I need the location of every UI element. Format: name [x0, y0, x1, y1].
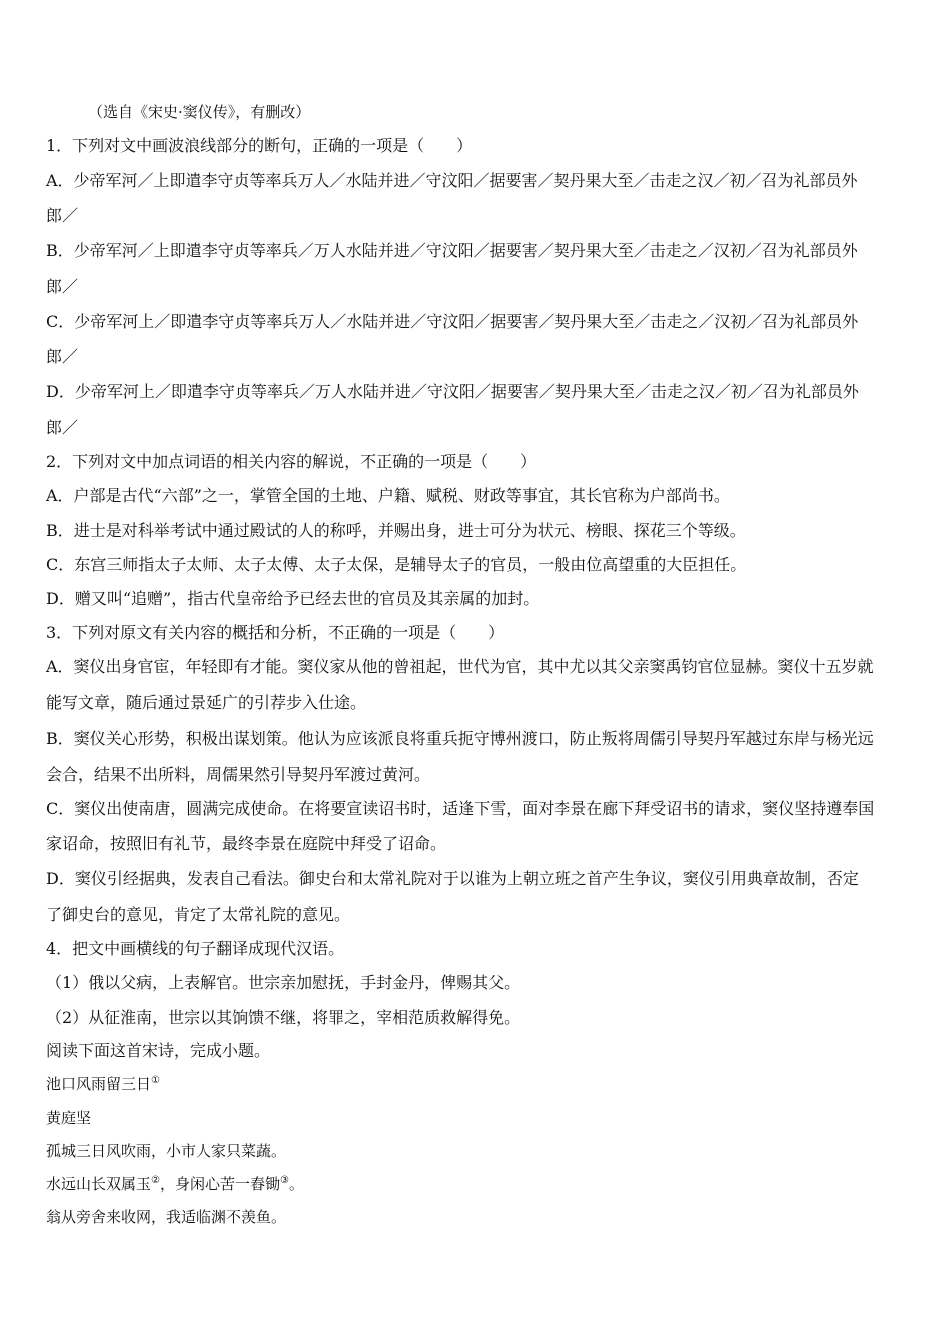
q3-option-b-cont: 会合，结果不出所料，周儒果然引导契丹军渡过黄河。 — [46, 765, 431, 784]
q4-stem: 4．把文中画横线的句子翻译成现代汉语。 — [46, 939, 345, 958]
source-note: （选自《宋史·窦仪传》，有删改） — [88, 103, 311, 121]
q4-item-2: （2）从征淮南，世宗以其饷馈不继，将罪之，宰相范质救解得免。 — [46, 1008, 521, 1027]
q3-stem: 3．下列对原文有关内容的概括和分析，不正确的一项是（ ） — [46, 623, 505, 642]
poem-line-2 — [46, 1174, 304, 1194]
poem-line-2-part-b: ，身闲心苦一舂锄 — [159, 1175, 280, 1193]
q2-option-b: B．进士是对科举考试中通过殿试的人的称呼，并赐出身，进士可分为状元、榜眼、探花三个等级。 — [46, 521, 746, 540]
q2-stem: 2．下列对文中加点词语的相关内容的解说，不正确的一项是（ ） — [46, 452, 537, 471]
q3-option-b: B．窦仪关心形势，积极出谋划策。他认为应该派良将重兵扼守博州渡口，防止叛将周儒引导契丹军越过东岸与杨光远 — [46, 729, 874, 748]
q1-option-a-cont: 郎／ — [46, 206, 79, 225]
poem-line-2-part-a: 水远山长双属玉 — [46, 1175, 152, 1193]
poem-line-2-part-c: 。 — [288, 1175, 304, 1193]
footnote-marker: ① — [151, 1075, 160, 1086]
q2-option-d: D．赠又叫“追赠”，指古代皇帝给予已经去世的官员及其亲属的加封。 — [46, 589, 540, 608]
q3-option-a-cont: 能写文章，随后通过景延广的引荐步入仕途。 — [46, 693, 367, 712]
footnote-marker: ② — [151, 1175, 160, 1186]
q3-option-a: A．窦仪出身官宦，年轻即有才能。窦仪家从他的曾祖起，世代为官，其中尤以其父亲窦禹钧官位显赫。窦仪十五岁就 — [46, 657, 874, 676]
q4-item-1: （1）俄以父病，上表解官。世宗亲加慰抚，手封金丹，俾赐其父。 — [46, 973, 521, 992]
poem-intro: 阅读下面这首宋诗，完成小题。 — [46, 1041, 271, 1060]
poem-title-text: 池口风雨留三日 — [46, 1075, 152, 1093]
q1-option-c: C．少帝军河上／即遣李守贞等率兵万人／水陆并进／守汶阳／据要害／契丹果大至／击走之／汉初／召为礼部员外 — [46, 312, 859, 331]
q1-option-b-cont: 郎／ — [46, 277, 79, 296]
q3-option-c-cont: 家诏命，按照旧有礼节，最终李景在庭院中拜受了诏命。 — [46, 834, 447, 853]
q1-option-c-cont: 郎／ — [46, 347, 79, 366]
q3-option-d-cont: 了御史台的意见，肯定了太常礼院的意见。 — [46, 905, 351, 924]
footnote-marker: ③ — [280, 1175, 289, 1186]
q1-option-d: D．少帝军河上／即遣李守贞等率兵／万人水陆并进／守汶阳／据要害／契丹果大至／击走之汉／初／召为礼部员外 — [46, 382, 859, 401]
poem-author: 黄庭坚 — [46, 1109, 92, 1127]
q3-option-d: D．窦仪引经据典，发表自己看法。御史台和太常礼院对于以谁为上朝立班之首产生争议，窦仪引用典章故制，否定 — [46, 869, 859, 888]
q1-stem: 1．下列对文中画波浪线部分的断句，正确的一项是（ ） — [46, 136, 473, 155]
poem-line-3: 翁从旁舍来收网，我适临渊不羡鱼。 — [46, 1208, 287, 1226]
q3-option-c: C．窦仪出使南唐，圆满完成使命。在将要宣读诏书时，适逢下雪，面对李景在廊下拜受诏书的请求，窦仪坚持遵奉国 — [46, 799, 875, 818]
q1-option-d-cont: 郎／ — [46, 418, 79, 437]
q1-option-b: B．少帝军河／上即遣李守贞等率兵／万人水陆并进／守汶阳／据要害／契丹果大至／击走之／汉初／召为礼部员外 — [46, 241, 858, 260]
poem-title — [46, 1074, 160, 1094]
q1-option-a: A．少帝军河／上即遣李守贞等率兵万人／水陆并进／守汶阳／据要害／契丹果大至／击走之汉／初／召为礼部员外 — [46, 171, 858, 190]
q2-option-a: A．户部是古代“六部”之一，掌管全国的土地、户籍、赋税、财政等事宜，其长官称为户部尚书。 — [46, 486, 730, 505]
q2-option-c: C．东宫三师指太子太师、太子太傅、太子太保，是辅导太子的官员，一般由位高望重的大臣担任。 — [46, 555, 747, 574]
poem-line-1: 孤城三日风吹雨，小市人家只菜蔬。 — [46, 1142, 287, 1160]
